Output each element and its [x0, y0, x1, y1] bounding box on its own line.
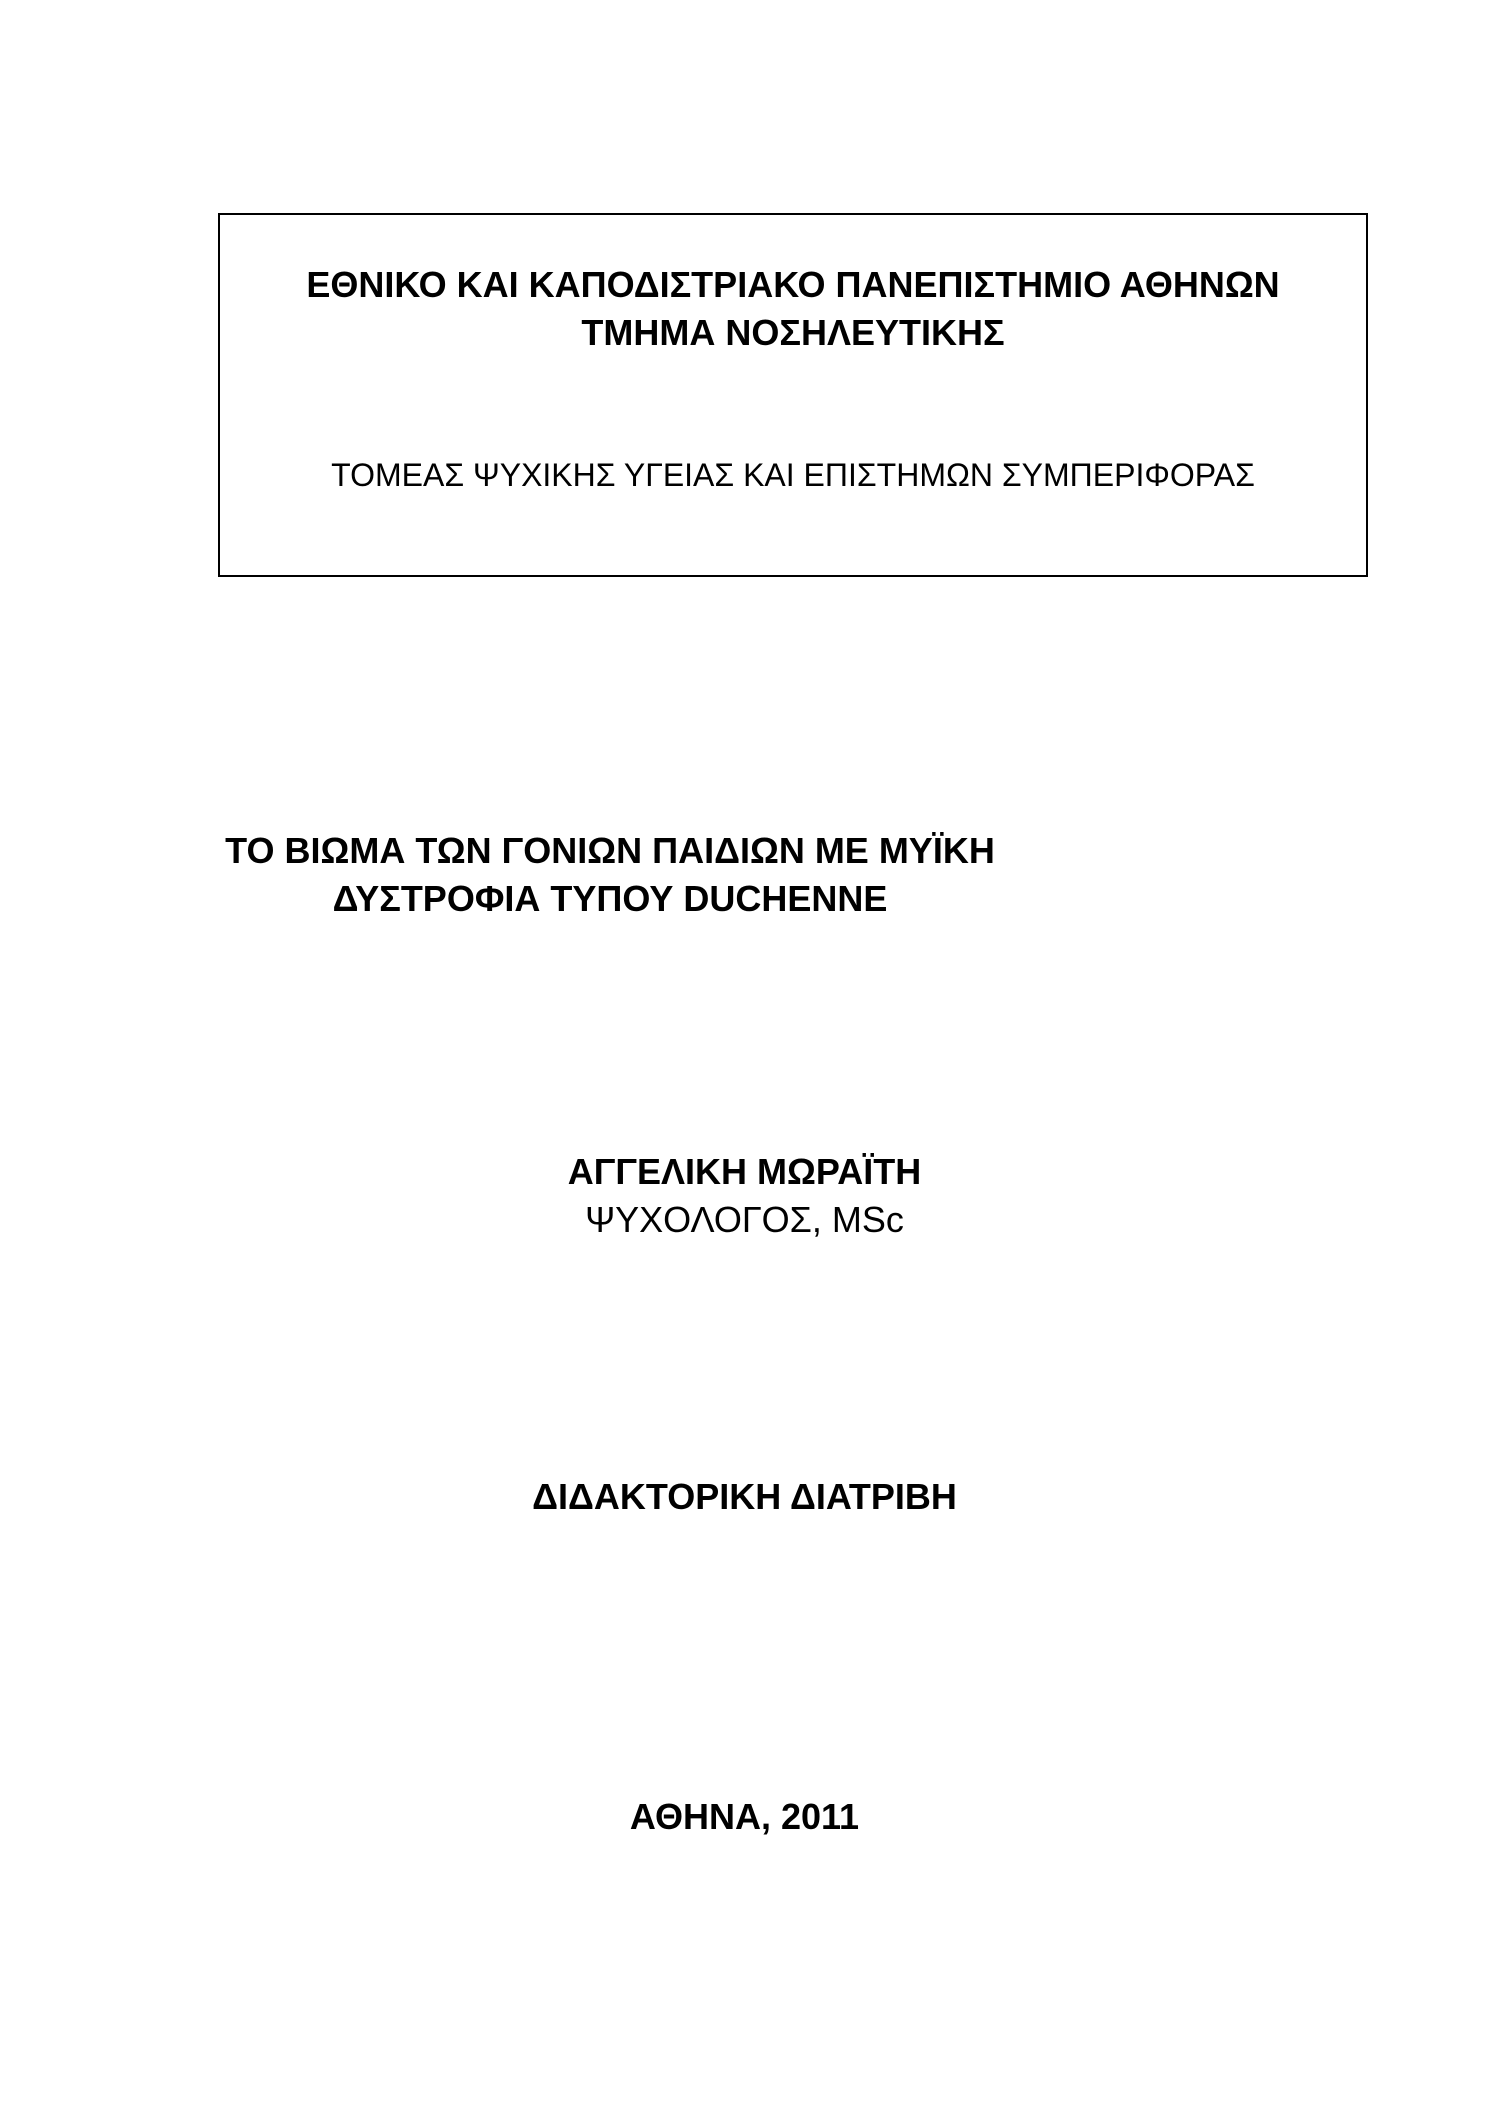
thesis-title [10, 827, 1210, 923]
institution-title [220, 261, 1366, 357]
department-name: ΤΜΗΜΑ ΝΟΣΗΛΕΥΤΙΚΗΣ [581, 312, 1005, 353]
document-type: ΔΙΔΑΚΤΟΡΙΚΗ ΔΙΑΤΡΙΒΗ [532, 1476, 957, 1517]
university-name: ΕΘΝΙΚΟ ΚΑΙ ΚΑΠΟΔΙΣΤΡΙΑΚΟ ΠΑΝΕΠΙΣΤΗΜΙΟ ΑΘΗΝΩΝ [306, 264, 1280, 305]
institution-header-box [218, 213, 1368, 577]
sector-name: ΤΟΜΕΑΣ ΨΥΧΙΚΗΣ ΥΓΕΙΑΣ ΚΑΙ ΕΠΙΣΤΗΜΩΝ ΣΥΜΠΕΡΙΦΟΡΑΣ [331, 457, 1255, 493]
author-block [0, 1148, 1489, 1244]
place-and-date: ΑΘΗΝΑ, 2011 [629, 1796, 860, 1837]
thesis-title-line-2: ΔΥΣΤΡΟΦΙΑ ΤΥΠΟΥ DUCHENNE [332, 878, 888, 919]
author-credentials: ΨΥΧΟΛΟΓΟΣ, MSc [585, 1199, 904, 1240]
thesis-title-line-1: ΤΟ ΒΙΩΜΑ ΤΩΝ ΓΟΝΙΩΝ ΠΑΙΔΙΩΝ ΜΕ ΜΥΪΚΗ [225, 830, 995, 871]
author-name: ΑΓΓΕΛΙΚΗ ΜΩΡΑΪΤΗ [567, 1151, 922, 1192]
